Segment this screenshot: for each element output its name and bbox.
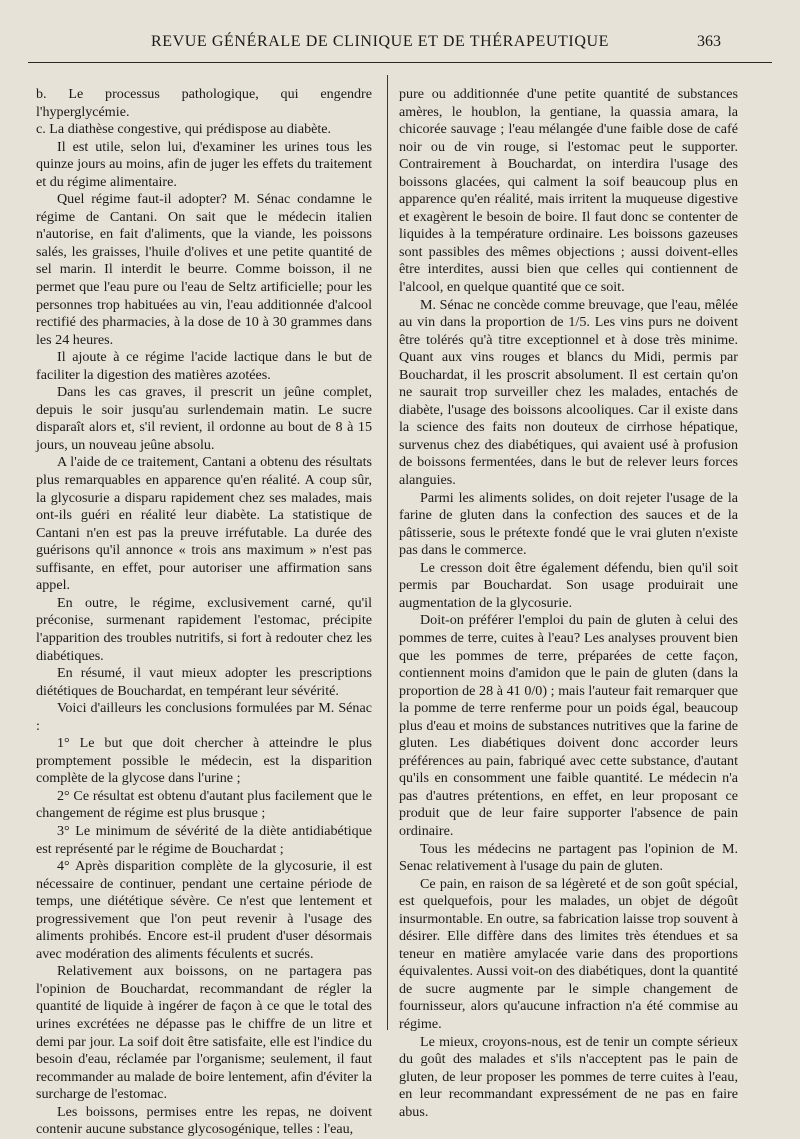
header-rule bbox=[28, 62, 772, 63]
paragraph: Parmi les aliments solides, on doit rejeter l'usage de la farine de gluten dans la confection des sauces et de la pâtisserie, sous le prétexte fondé que le vrai gluten n'existe pas dans le commerce. bbox=[399, 489, 738, 559]
conclusion-item: 2° Ce résultat est obtenu d'autant plus facilement que le changement de régime est plus brusque ; bbox=[36, 787, 372, 822]
paragraph: Voici d'ailleurs les conclusions formulées par M. Sénac : bbox=[36, 700, 372, 734]
conclusion-item: 3° Le minimum de sévérité de la diète antidiabétique est représenté par le régime de Bouchardat ; bbox=[36, 822, 372, 857]
paragraph: Il ajoute à ce régime l'acide lactique dans le but de faciliter la digestion des matières azotées. bbox=[36, 349, 372, 383]
page-number: 363 bbox=[697, 33, 721, 50]
paragraph: En résumé, il vaut mieux adopter les prescriptions diététiques de Bouchardat, en tempérant leur sévérité. bbox=[36, 665, 372, 699]
paragraph: A l'aide de ce traitement, Cantani a obtenu des résultats plus remarquables en apparence qu'en réalité. A coup sûr, la glycosurie a disparu rapidement chez ses malades, mais ont-ils guéri en réalité leur diabète. La statistique de Cantani n'en est pas la preuve irréfutable. La durée des guérisons qu'il annonce « trois ans maximum » n'est pas suffisante, en effet, pour autoriser une affirmation sans appel. bbox=[36, 454, 372, 594]
paragraph: Doit-on préférer l'emploi du pain de gluten à celui des pommes de terre, cuites à l'eau? Les analyses prouvent bien que les pommes de terre, préparées de cette façon, contiennent moins d'amidon que le pain de gluten (dans la proportion de 28 à 41 0/0) ; mais l'auteur fait remarquer que la pomme de terre renferme pour un poids égal, beaucoup plus d'eau et moins de substances nutritives que la farine de gluten. Les diabétiques doivent donc accorder leurs préférences au pain, fabriqué avec cette substance, d'autant qu'ils en consomment une faible quantité. Le médecin n'a pas d'autres prétentions, en effet, en leur proposant ce produit que de leur faire supporter l'absence de pain ordinaire. bbox=[399, 612, 738, 839]
left-column bbox=[36, 86, 372, 1138]
right-column bbox=[399, 86, 738, 1120]
paragraph: Il est utile, selon lui, d'examiner les urines tous les quinze jours au moins, afin de juger les effets du traitement et du régime alimentaire. bbox=[36, 138, 372, 190]
paragraph: Relativement aux boissons, on ne partagera pas l'opinion de Bouchardat, recommandant de régler la quantité de liquide à ingérer de façon à ce que le total des urines excrétées ne dépasse pas le chiffre de un litre et demi par jour. La soif doit être satisfaite, elle est l'indice du besoin d'eau, réclamée par l'organisme; seulement, il faut recommander au malade de boire lentement, afin d'éviter la surcharge de l'estomac. bbox=[36, 963, 372, 1103]
paragraph: Quel régime faut-il adopter? M. Sénac condamne le régime de Cantani. On sait que le médecin italien n'autorise, en fait d'aliments, que la viande, les poissons salés, les graisses, l'huile d'olives et une petite quantité de sel marin. Il interdit le beurre. Comme boisson, il ne permet que l'eau pure ou l'eau de Seltz artificielle; pour les personnes trop habituées au vin, l'eau additionnée d'alcool rectifié des pharmacies, à la dose de 10 à 30 grammes dans les 24 heures. bbox=[36, 191, 372, 348]
paragraph: En outre, le régime, exclusivement carné, qu'il préconise, surmenant rapidement l'estomac, précipite l'apparition des troubles nutritifs, si fort à redouter chez les diabétiques. bbox=[36, 594, 372, 664]
column-divider bbox=[387, 75, 388, 1030]
paragraph: Tous les médecins ne partagent pas l'opinion de M. Senac relativement à l'usage du pain de gluten. bbox=[399, 840, 738, 875]
paragraph: Ce pain, en raison de sa légèreté et de son goût spécial, est quelquefois, pour les malades, un objet de dégoût insurmontable. En outre, sa fabrication laisse trop souvent à désirer. Elle diffère dans des limites très étendues et sa teneur en matière amylacée varie dans des proportions équivalentes. Aussi voit-on des diabétiques, dont la quantité de sucre augmente par le simple changement de fournisseur, alors qu'aucune infraction n'a été commise au régime. bbox=[399, 875, 738, 1032]
conclusion-item: 1° Le but que doit chercher à atteindre le plus promptement possible le médecin, est la disparition complète de la glycose dans l'urine ; bbox=[36, 735, 372, 787]
page-header bbox=[0, 31, 800, 53]
paragraph: c. La diathèse congestive, qui prédispose au diabète. bbox=[36, 121, 332, 138]
paragraph: Le mieux, croyons-nous, est de tenir un compte sérieux du goût des malades et s'ils n'acceptent pas le pain de gluten, de leur proposer les pommes de terre cuites à l'eau, en leur recommandant expressément de ne pas en faire abus. bbox=[399, 1033, 738, 1120]
paragraph: M. Sénac ne concède comme breuvage, que l'eau, mêlée au vin dans la proportion de 1/5. Les vins purs ne doivent être tolérés qu'à titre exceptionnel et à dose très minime. Quant aux vins rouges et blancs du Midi, permis par Bouchardat, il les proscrit absolument. Il est certain qu'on ne saurait trop surveiller chez les malades, entachés de diabète, l'usage des boissons alcooliques. Car il existe dans la science des faits non douteux de cirrhose hépatique, survenus chez des diabétiques, qui avaient usé à profusion de boissons fermentées, dans le but de relever leurs forces alanguies. bbox=[399, 296, 738, 489]
conclusion-item: 4° Après disparition complète de la glycosurie, il est nécessaire de continuer, pendant une certaine période de temps, une diététique sévère. Ce n'est que lentement et progressivement que l'on peut revenir à l'usage des aliments prohibés. Encore est-il prudent d'user désormais avec modération des aliments féculents et sucrés. bbox=[36, 858, 372, 962]
paragraph: Les boissons, permises entre les repas, ne doivent contenir aucune substance glycosogénique, telles : l'eau, bbox=[36, 1103, 372, 1138]
paragraph: b. Le processus pathologique, qui engendre l'hyperglycémie. bbox=[36, 86, 372, 120]
paragraph: Dans les cas graves, il prescrit un jeûne complet, depuis le soir jusqu'au surlendemain matin. Le sucre disparaît alors et, s'il revient, il ordonne au bout de 8 à 15 jours, un nouveau jeûne absolu. bbox=[36, 384, 372, 453]
paragraph: Le cresson doit être également défendu, bien qu'il soit permis par Bouchardat. Son usage produirait une augmentation de la glycosurie. bbox=[399, 559, 738, 611]
running-title: REVUE GÉNÉRALE DE CLINIQUE ET DE THÉRAPEUTIQUE bbox=[150, 33, 610, 50]
paragraph: pure ou additionnée d'une petite quantité de substances amères, le houblon, la gentiane, la quassia amara, la chicorée sauvage ; l'eau mélangée d'une faible dose de café noir ou de vin rouge, si l'estomac peut le supporter. Contrairement à Bouchardat, on interdira l'usage des boissons glacées, qui calment la soif beaucoup plus en apparence qu'en réalité, mais irritent la muqueuse digestive et exagèrent le besoin de boire. Il faut donc se contenter de liquides à la température ordinaire. Les boissons gazeuses sont passibles des mêmes objections ; aussi doivent-elles être interdites, aussi bien que celles qui contiennent de l'alcool, en quelque quantité que ce soit. bbox=[399, 86, 738, 296]
